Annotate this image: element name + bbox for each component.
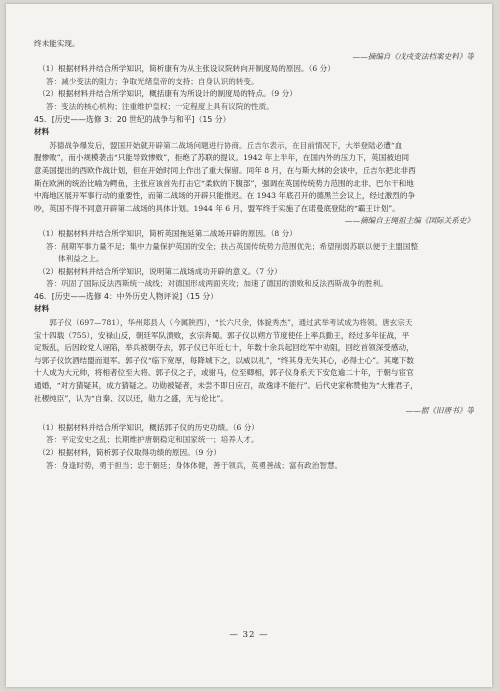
- answer-45-1-cont: 体利益之上。: [58, 254, 104, 264]
- paragraph-line: 社稷纯臣”，认为“自秦、汉以还，勋力之盛，无与伦比”。: [34, 393, 228, 403]
- question-44-2: （2）根据材料并结合所学知识，概括康有为所设计的制度局的特点。（9 分）: [38, 89, 297, 99]
- answer-46-1: 答：平定安史之乱；长期维护唐朝稳定和国家统一；培养人才。: [46, 435, 259, 445]
- paragraph-line: 定叛乱，后因皎党人诬陷，举兵被朝夺去，郭子仪已年近七十，年数十余兵起回纥军中劝阻，回纥首领深受感动，: [34, 343, 414, 353]
- paragraph-line: 与郭子仪饮酒结盟而退军。郭子仪“临下宽厚，每降城下之，以威以礼”，“终其身无失其心，必得士心”。其麾下数: [34, 355, 415, 365]
- question-45-2: （2）根据材料并结合所学知识，说明第二战场成功开辟的意义。（7 分）: [38, 266, 282, 276]
- paragraph-line: 意美国提出的西欧作战计划，但在开始时同上作出了重大保留。同年 8 月，在与斯大林的会谈中，丘吉尔把北非西: [34, 165, 416, 175]
- question-46-2: （2）根据材料，简析郭子仪取得功绩的原因。（9 分）: [38, 448, 221, 457]
- source-citation-45: ——摘编自王绳祖主编《国际关系史》: [344, 216, 474, 226]
- question-44-1: （1）根据材料并结合所学知识，简析康有为从主张设议院转向开制度局的原因。（6 分）: [38, 64, 335, 74]
- question-45-heading: 45．[历史——选修 3：20 世纪的战争与和平]（15 分）: [34, 114, 231, 124]
- paragraph-line: 通婚，“对方猜疑其，成方猜疑之。功勋被疑者，未尝不即日应召，故逸诽不能行”。后代史家称赞他为“大雅君子，: [34, 381, 418, 391]
- paragraph-line: 宝十四载（755），安禄山反，朝廷军队溃败，玄宗奔蜀。郭子仪以朔方节度使任上率兵勤王，经过多年征战，平: [34, 330, 410, 340]
- source-citation: ——摘编自《戊戌变法档案史料》等: [352, 51, 474, 61]
- answer-46-2: 答：身逢时势，勇于担当；忠于朝廷；身体体健，善于领兵，英勇善战；富有政治智慧。: [46, 460, 343, 470]
- document-page: [6, 4, 492, 687]
- material-label-45: 材料: [34, 127, 50, 137]
- source-citation-46: ——据《旧唐书》等: [405, 406, 474, 416]
- paragraph-line: 十人成为大元帅，将相者位至大将。郭子仪之子，或驸马，位至卿相，郭子仪身系天下安危逾二十年，于朝与宦官: [34, 368, 414, 378]
- answer-44-2: 答：变法的核心机构；注重维护皇权；一定程度上具有议院的性质。: [46, 101, 274, 111]
- paragraph-line: 郭子仪（697—781），华州郑县人（今属陕西），“长六尺余，体貌秀杰”，通过武举考试成为将领。唐玄宗天: [49, 318, 413, 328]
- answer-45-2: 答：巩固了国际反法西斯统一战线；对德国形成两面夹攻；加速了德国的溃败和反法西斯战争的胜利。: [46, 279, 388, 289]
- answer-44-1: 答：减少变法的阻力；争取光绪皇帝的支持；自身认识的转变。: [46, 76, 259, 86]
- paragraph-line: 苏德战争爆发后，盟国开始就开辟第二战场问题进行协商。丘吉尔表示，在目前情况下，大举登陆必遭“血: [49, 140, 403, 150]
- question-46-1: （1）根据材料并结合所学知识，概括郭子仪的历史功绩。（6 分）: [38, 422, 259, 432]
- question-45-1: （1）根据材料并结合所学知识，简析英国拖延第二战场开辟的原因。（8 分）: [38, 228, 297, 238]
- paragraph-line: 吵，英国不得不同意开辟第二战场的具体计划。1944 年 6 月，盟军终于实施了在诺曼底登陆的“霸王计划”。: [34, 203, 400, 213]
- continuation-text: 终未能实现。: [34, 39, 80, 48]
- material-46-paragraph: [34, 317, 474, 405]
- paragraph-line: 腥惨败”，而小规模袭击“只能导致惨败”，拒绝了苏联的提议。1942 年上半年，在国内外的压力下，英国被迫同: [34, 153, 410, 163]
- material-45-paragraph: [34, 140, 474, 216]
- question-46-heading: 46．[历史——选修 4：中外历史人物评说]（15 分）: [34, 291, 218, 301]
- page-content: [34, 38, 474, 472]
- material-label-46: 材料: [34, 304, 50, 314]
- paragraph-line: 中海地区展开军事行动的重要性，而第二战场的开辟只能推迟。在 1943 年底召开的德黑兰会议上，经过激烈的争: [34, 191, 416, 201]
- answer-45-1: 答：削期军事力量不足；集中力量保护英国的安全；扶占英国传统势力范围优先；希望削弱苏联以便于主盟国整: [46, 241, 419, 251]
- page-number: — 32 —: [229, 630, 269, 640]
- paragraph-line: 斯在欧洲的统治比喻为鳄鱼，主张应该首先打击它“柔软的下腹部”，强调在英国传统势力范围的北非、巴尔干和地: [34, 178, 414, 188]
